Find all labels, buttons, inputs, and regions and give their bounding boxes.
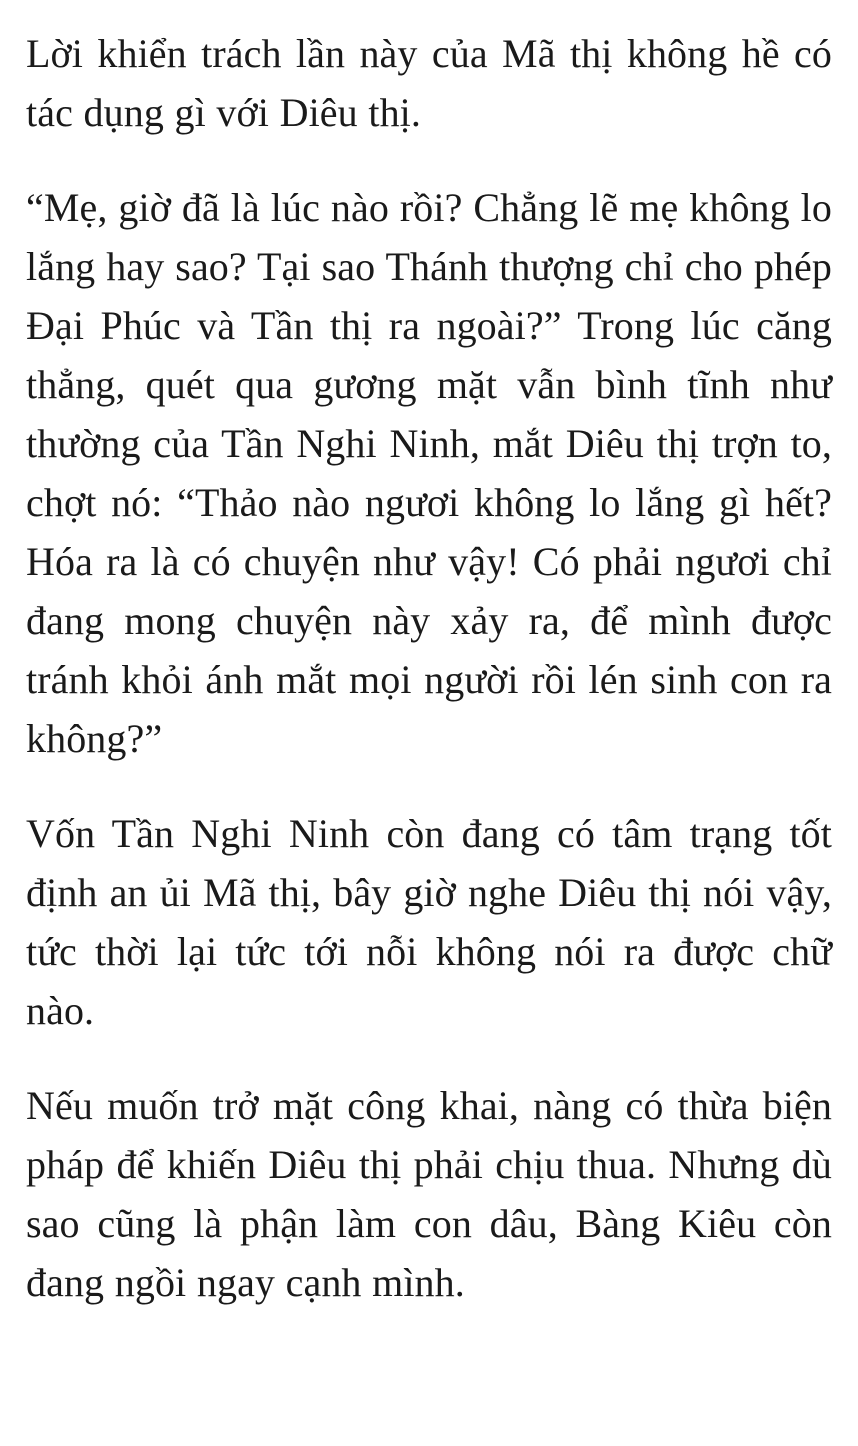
story-paragraph: “Mẹ, giờ đã là lúc nào rồi? Chẳng lẽ mẹ không lo lắng hay sao? Tại sao Thánh thượng chỉ cho phép Đại Phúc và Tần thị ra ngoài?” Trong lúc căng thẳng, quét qua gương mặt vẫn bình tĩnh như thường của Tần Nghi Ninh, mắt Diêu thị trợn to, chợt nó: “Thảo nào ngươi không lo lắng gì hết? Hóa ra là có chuyện như vậy! Có phải ngươi chỉ đang mong chuyện này xảy ra, để mình được tránh khỏi ánh mắt mọi người rồi lén sinh con ra không?” [26,185,832,761]
story-paragraph: Vốn Tần Nghi Ninh còn đang có tâm trạng tốt định an ủi Mã thị, bây giờ nghe Diêu thị nói vậy, tức thời lại tức tới nỗi không nói ra được chữ nào. [26,811,832,1033]
story-paragraph: Lời khiển trách lần này của Mã thị không hề có tác dụng gì với Diêu thị. [26,31,832,135]
story-paragraph: Nếu muốn trở mặt công khai, nàng có thừa biện pháp để khiến Diêu thị phải chịu thua. Nhưng dù sao cũng là phận làm con dâu, Bàng Kiêu còn đang ngồi ngay cạnh mình. [26,1083,832,1305]
